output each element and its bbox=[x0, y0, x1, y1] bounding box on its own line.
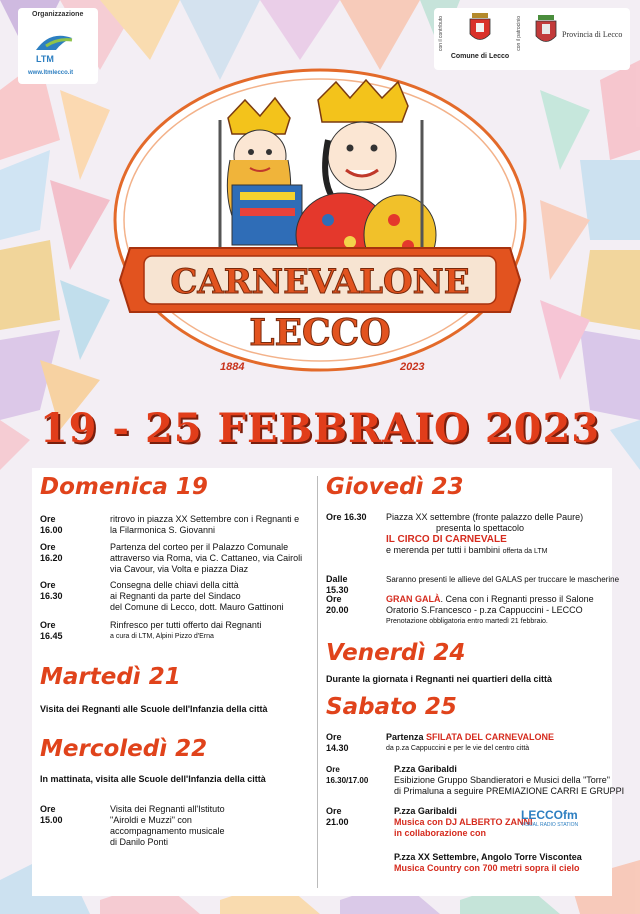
day-title-mercoledi: Mercoledì 22 bbox=[40, 736, 208, 762]
patrocinio-label: con il patrocinio bbox=[516, 16, 522, 51]
program-line: Musica con DJ ALBERTO ZANNI bbox=[394, 817, 533, 827]
martedi-text: Visita dei Regnanti alle Scuole dell'Infanzia della città bbox=[40, 704, 268, 714]
program-line: Esibizione Gruppo Sbandieratori e Musici della "Torre" bbox=[394, 775, 610, 785]
program-panel bbox=[32, 468, 625, 896]
circo-title: IL CIRCO DI CARNEVALE bbox=[386, 534, 507, 545]
program-line: . Cena con i Regnanti presso il Salone bbox=[440, 594, 594, 604]
day-title-martedi: Martedì 21 bbox=[40, 664, 181, 690]
program-line: P.zza Garibaldi bbox=[394, 806, 457, 816]
organizer-label: Organizzazione bbox=[32, 11, 84, 18]
day-title-giovedi: Giovedì 23 bbox=[326, 474, 464, 500]
program-line: la Filarmonica S. Giovanni bbox=[110, 525, 216, 535]
program-line: Saranno presenti le allieve del GALAS per truccare le mascherine bbox=[386, 575, 620, 584]
dates-wrap bbox=[0, 405, 640, 452]
program-line: Partenza del corteo per il Palazzo Comunale bbox=[110, 542, 289, 552]
event-dates: 19 - 25 FEBBRAIO 2023 bbox=[39, 405, 601, 452]
program-line: via Cavour, via Volta e piazza Diaz bbox=[110, 564, 249, 574]
column-divider bbox=[317, 476, 318, 888]
program-line: del Comune di Lecco, dott. Mauro Gattinoni bbox=[110, 602, 284, 612]
program-time: Ore 16.20 bbox=[40, 542, 63, 563]
program-line: in collaborazione con bbox=[394, 828, 487, 838]
leccofm-logo bbox=[521, 808, 595, 828]
program-time: Ore 16.30 bbox=[326, 512, 367, 522]
program-line: di Primaluna a seguire PREMIAZIONE CARRI E GRUPPI bbox=[394, 786, 625, 796]
program-line: ai Regnanti da parte del Sindaco bbox=[110, 591, 241, 601]
program-line: attraverso via Roma, via C. Cattaneo, via Cairoli bbox=[110, 553, 303, 563]
venerdi-text: Durante la giornata i Regnanti nei quartieri della città bbox=[326, 674, 553, 684]
program-line: Oratorio S.Francesco - p.za Cappuccini - LECCO bbox=[386, 605, 583, 615]
gala-label: GRAN GALÀ bbox=[386, 594, 441, 604]
program-time: Ore 16.45 bbox=[40, 620, 63, 641]
program-line: di Danilo Ponti bbox=[110, 837, 169, 847]
ltm-logo bbox=[32, 24, 86, 68]
year-end: 2023 bbox=[400, 361, 425, 373]
program-time: Ore 20.00 bbox=[326, 594, 349, 615]
event-title: CARNEVALONE bbox=[170, 262, 470, 302]
comune-crest-icon bbox=[467, 12, 493, 46]
program-line: P.zza Garibaldi bbox=[394, 764, 457, 774]
organizer-box bbox=[18, 8, 98, 84]
program-time: Ore 14.30 bbox=[326, 732, 349, 753]
provincia-name: Provincia di Lecco bbox=[562, 30, 623, 39]
program-time: Dalle 15.30 bbox=[326, 574, 349, 595]
program-line: Musica Country con 700 metri sopra il cielo bbox=[394, 863, 580, 873]
comune-name: Comune di Lecco bbox=[450, 53, 510, 60]
program-line: P.zza XX Settembre, Angolo Torre Viscontea bbox=[394, 852, 582, 862]
event-city: LECCO bbox=[249, 312, 391, 354]
sabato-row-4 bbox=[394, 852, 582, 874]
provincia-block bbox=[534, 14, 558, 53]
mercoledi-text: In mattinata, visita alle Scuole dell'Infanzia della città bbox=[40, 774, 266, 784]
carnevalone-artwork bbox=[110, 60, 530, 395]
program-line: "Airoldi e Muzzi" con bbox=[110, 815, 192, 825]
sfilata-label: SFILATA DEL CARNEVALONE bbox=[426, 732, 555, 742]
program-line: ritrovo in piazza XX Settembre con i Regnanti e bbox=[110, 514, 300, 524]
year-start: 1884 bbox=[220, 361, 245, 373]
program-time: Ore 16.30/17.00 bbox=[326, 765, 369, 785]
organizer-url: www.ltmlecco.it bbox=[28, 70, 74, 76]
program-time: Ore 16.30 bbox=[40, 580, 63, 601]
program-line: presenta lo spettacolo bbox=[436, 523, 525, 533]
program-line: Piazza XX settembre (fronte palazzo delle Paure) bbox=[386, 512, 584, 522]
day-title-sabato: Sabato 25 bbox=[326, 694, 457, 720]
program-line: Rinfresco per tutti offerto dai Regnanti bbox=[110, 620, 262, 630]
comune-block bbox=[450, 12, 510, 60]
program-line: accompagnamento musicale bbox=[110, 826, 225, 836]
program-line: Consegna delle chiavi della città bbox=[110, 580, 239, 590]
program-time: Ore 21.00 bbox=[326, 806, 349, 827]
provincia-crest-icon bbox=[534, 14, 558, 48]
program-line: Partenza bbox=[386, 732, 424, 742]
program-line: e merenda per tutti i bambini bbox=[386, 545, 501, 555]
svg-text:LTM: LTM bbox=[36, 54, 54, 64]
program-time: Ore 15.00 bbox=[40, 804, 63, 825]
program-line: Prenotazione obbligatoria entro martedì 21 febbraio. bbox=[386, 618, 548, 625]
program-line: da p.za Cappuccini e per le vie del centro città bbox=[386, 745, 530, 752]
contrib-label: con il contributo bbox=[438, 16, 444, 52]
program-line: Visita dei Regnanti all'Istituto bbox=[110, 804, 225, 814]
radio-name: LECCOfm bbox=[521, 808, 578, 822]
program-line: a cura di LTM, Alpini Pizzo d'Erna bbox=[110, 633, 214, 640]
day-title-domenica: Domenica 19 bbox=[40, 474, 208, 500]
program-line: offerta da LTM bbox=[502, 548, 548, 555]
program-time: Ore 16.00 bbox=[40, 514, 63, 535]
day-title-venerdi: Venerdì 24 bbox=[326, 640, 466, 666]
radio-sub: VISUAL RADIO STATION bbox=[521, 822, 579, 828]
